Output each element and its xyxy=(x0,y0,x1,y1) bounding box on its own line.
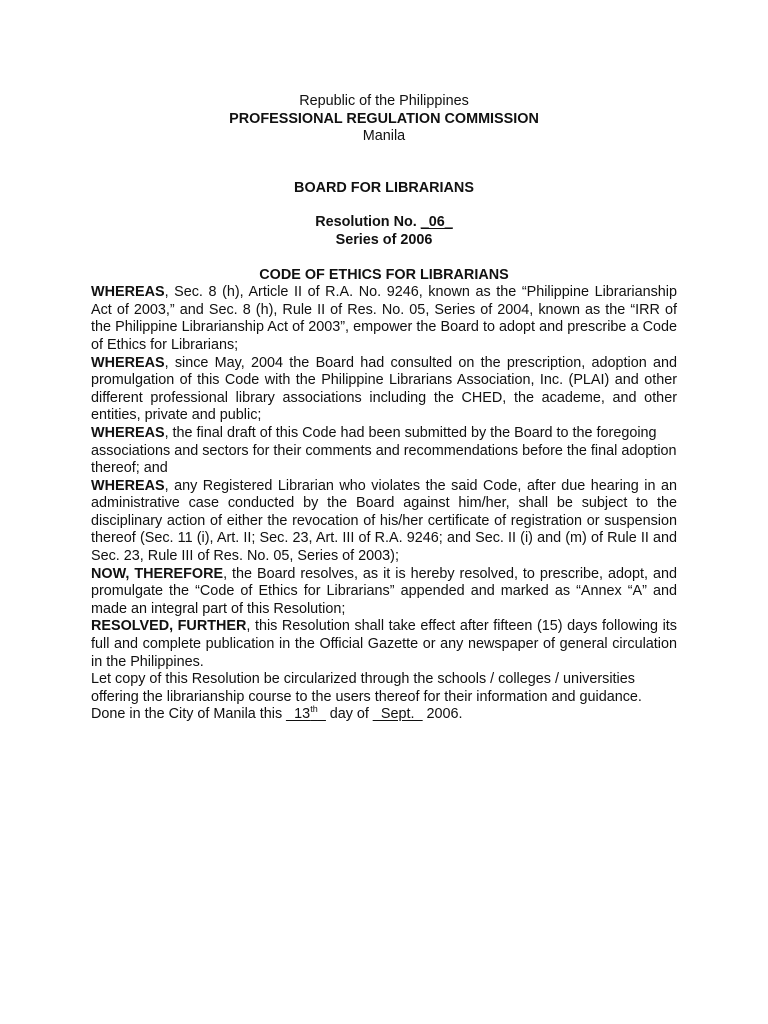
closing-line xyxy=(91,706,677,724)
paragraph-now-therefore xyxy=(91,566,677,619)
board-title: BOARD FOR LIBRARIANS xyxy=(294,179,474,196)
resolution-number-line xyxy=(91,214,677,232)
document-title: CODE OF ETHICS FOR LIBRARIANS xyxy=(259,266,509,283)
republic-line: Republic of the Philippines xyxy=(299,93,469,109)
resolution-number: _06_ xyxy=(420,214,453,231)
resolution-label: Resolution No. xyxy=(315,214,417,231)
closing-day-suffix: th xyxy=(310,704,318,715)
document-header xyxy=(91,93,677,146)
paragraph-lead: NOW, THEREFORE xyxy=(91,565,224,582)
city-line: Manila xyxy=(362,128,406,145)
closing-day-after: _ xyxy=(317,706,326,723)
closing-month: _Sept._ xyxy=(372,706,423,723)
closing-middle: day of xyxy=(329,706,369,723)
paragraph-text: , the Board resolves, as it is hereby resolved, to prescribe, adopt, and promulgate the “Code of Ethics for Librarians” appended and marked as “Annex “A” and made an integral part of this Resolution; xyxy=(91,565,677,617)
closing-prefix: Done in the City of Manila this xyxy=(91,706,283,723)
resolution-block xyxy=(91,214,677,249)
resolution-series: Series of 2006 xyxy=(335,231,433,248)
paragraph-text: , Sec. 8 (h), Article II of R.A. No. 9246, known as the “Philippine Librarianship Act of 2003,” and Sec. 8 (h), Rule II of Res. No. 05, Series of 2004, known as the “IRR of the Philippine Librarianship Act of 2003”, empower the Board to adopt and prescribe a Code of Ethics for Librarians; xyxy=(91,284,677,353)
paragraph-resolved-further xyxy=(91,618,677,671)
paragraph-whereas-2 xyxy=(91,355,677,425)
paragraph-lead: WHEREAS xyxy=(91,354,165,371)
paragraph-text: , any Registered Librarian who violates the said Code, after due hearing in an administrative case conducted by the Board against him/her, shall be subject to the disciplinary action of either the revocation of his/her certificate of registration or suspension thereof (Sec. 11 (i), Art. II; Sec. 23, Art. III of R.A. 9246; and Sec. II (i) and (m) of Rule II and Sec. 23, Rule III of Res. No. 05, Series of 2003); xyxy=(91,477,677,565)
paragraph-text: Let copy of this Resolution be circularized through the schools / colleges / universities offering the librarianship course to the users thereof for their information and guidance. xyxy=(91,671,642,705)
paragraph-text: , this Resolution shall take effect after fifteen (15) days following its full and complete publication in the Official Gazette or any newspaper of general circulation in the Philippines. xyxy=(91,618,677,670)
paragraph-circularization xyxy=(91,671,677,706)
paragraph-whereas-3 xyxy=(91,425,677,478)
paragraph-whereas-1 xyxy=(91,284,677,354)
paragraph-lead: WHEREAS xyxy=(91,284,165,301)
paragraph-whereas-4 xyxy=(91,478,677,566)
paragraph-text: , since May, 2004 the Board had consulted on the prescription, adoption and promulgation of this Code with the Philippine Librarians Association, Inc. (PLAI) and other different professional library associations including the CHED, the academe, and other entities, private and public; xyxy=(91,354,677,424)
closing-day xyxy=(286,706,326,722)
paragraph-lead: WHEREAS xyxy=(91,477,165,494)
paragraph-lead: RESOLVED, FURTHER xyxy=(91,618,247,635)
paragraph-text: , the final draft of this Code had been submitted by the Board to the foregoing associations and sectors for their comments and recommendations before the final adoption thereof; and xyxy=(91,424,677,477)
paragraph-lead: WHEREAS xyxy=(91,424,165,441)
closing-day-number: _13 xyxy=(286,706,311,723)
commission-line: PROFESSIONAL REGULATION COMMISSION xyxy=(229,110,539,127)
closing-year: 2006. xyxy=(426,706,463,723)
